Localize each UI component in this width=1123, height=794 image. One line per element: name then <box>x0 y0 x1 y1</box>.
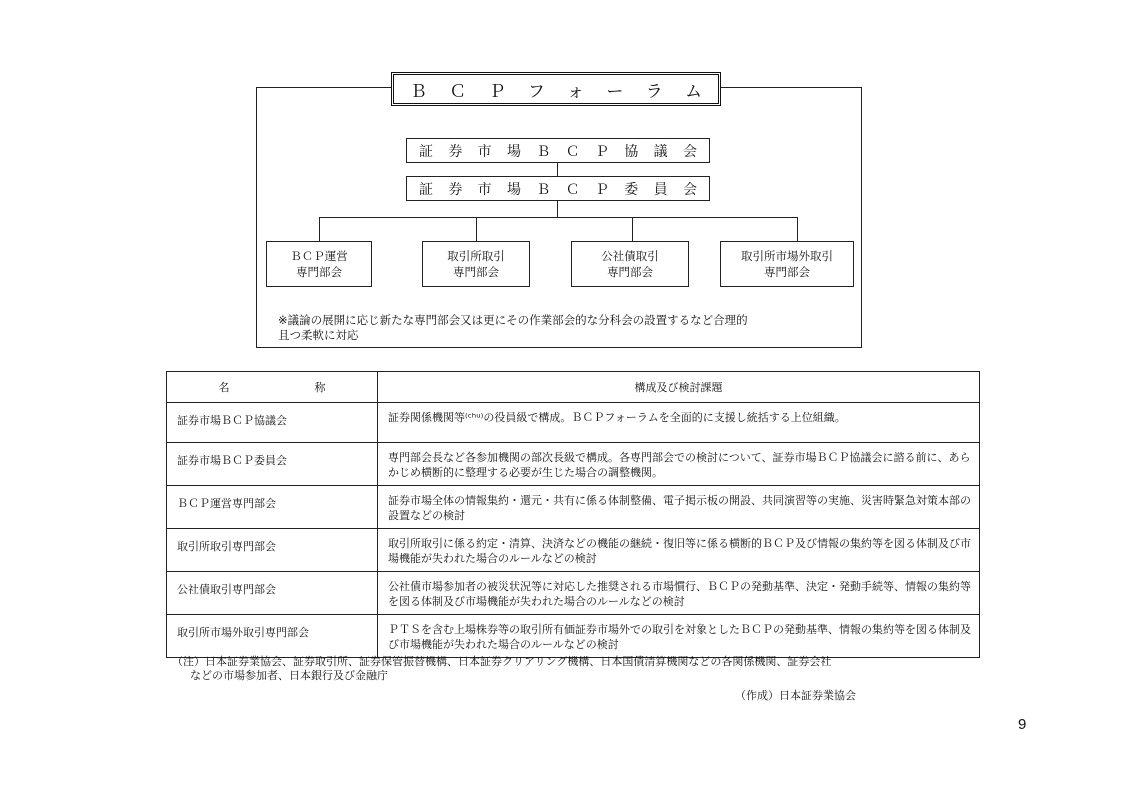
committee-char: 員 <box>653 181 668 198</box>
committee-char: Ｂ <box>536 181 551 198</box>
row-name-cell: 証券市場ＢＣＰ協議会 <box>167 403 378 443</box>
forum-title-char: ー <box>606 81 624 102</box>
subcommittee-suffix: 専門部会 <box>607 265 653 279</box>
committee-char: 場 <box>506 181 521 198</box>
forum-title-char: ラ <box>645 81 663 102</box>
header-name-char: 称 <box>314 381 326 394</box>
table-row <box>167 443 980 486</box>
council-char: Ｐ <box>594 143 609 160</box>
note-line: 且つ柔軟に対応 <box>278 328 359 342</box>
committee-char: 委 <box>624 181 639 198</box>
committee-char: Ｐ <box>594 181 609 198</box>
forum-title-char: Ｂ <box>410 81 427 102</box>
note-line: ※議論の展開に応じ新たな専門部会又は更にその作業部会的な分科会の設置するなど合理的 <box>278 313 748 327</box>
org-chart-note <box>278 313 838 343</box>
subcommittee-box <box>571 241 689 287</box>
committee-char: Ｃ <box>565 181 580 198</box>
footnote-line: （注）日本証券業協会、証券取引所、証券保管振替機構、日本証券クリアリング機構、日本国債清算機関などの各関係機関、証券会社 <box>172 655 832 668</box>
connector-line <box>476 217 477 241</box>
committee-char: 証 <box>419 181 433 198</box>
header-name-cell <box>167 372 378 403</box>
subcommittee-box <box>422 241 530 287</box>
table-row <box>167 572 980 615</box>
subcommittee-name: 取引所市場外取引 <box>741 249 833 263</box>
row-name-cell: 公社債取引専門部会 <box>167 572 378 615</box>
row-desc-cell: 取引所取引に係る約定・清算、決済などの機能の継続・復旧等に係る横断的ＢＣＰ及び情報の集約等を図る体制及び市場機能が失われた場合のルールなどの検討 <box>378 529 980 572</box>
connector-line <box>557 163 558 176</box>
forum-title-char: ム <box>684 81 702 102</box>
council-box <box>406 138 710 163</box>
header-name-char: 名 <box>218 381 230 394</box>
forum-title-char: フ <box>527 81 545 102</box>
footnote <box>172 655 992 683</box>
source-credit: （作成）日本証券業協会 <box>735 689 856 702</box>
row-desc-cell: 公社債市場参加者の被災状況等に対応した推奨される市場慣行、ＢＣＰの発動基準、決定・発動手続等、情報の集約等を図る体制及び市場機能が失われた場合のルールなどの検討 <box>378 572 980 615</box>
header-desc-cell: 構成及び検討課題 <box>378 372 980 403</box>
council-char: 市 <box>477 143 492 160</box>
row-name-cell: 取引所取引専門部会 <box>167 529 378 572</box>
council-char: 会 <box>682 143 697 160</box>
forum-title-box <box>391 72 721 106</box>
table-header-row <box>167 372 980 403</box>
table-row <box>167 403 980 443</box>
connector-line <box>632 217 633 241</box>
council-char: 場 <box>506 143 521 160</box>
table-row <box>167 486 980 529</box>
connector-line <box>557 201 558 218</box>
row-desc-cell: 証券市場全体の情報集約・還元・共有に係る体制整備、電子掲示板の開設、共同演習等の実施、災害時緊急対策本部の設置などの検討 <box>378 486 980 529</box>
row-desc-cell: 証券関係機関等⁽ᶜʰᵘ⁾の役員級で構成。ＢＣＰフォーラムを全面的に支援し統括する上位組織。 <box>378 403 980 443</box>
subcommittee-name: 公社債取引 <box>601 249 659 263</box>
council-char: Ｂ <box>536 143 551 160</box>
committee-char: 券 <box>448 181 463 198</box>
row-name-cell: ＢＣＰ運営専門部会 <box>167 486 378 529</box>
council-char: 議 <box>653 143 668 160</box>
table-row <box>167 615 980 658</box>
subcommittee-name: 取引所取引 <box>447 249 505 263</box>
council-char: 証 <box>419 143 433 160</box>
connector-line <box>797 217 798 241</box>
row-name-cell: 証券市場ＢＣＰ委員会 <box>167 443 378 486</box>
subcommittee-name: ＢＣＰ運営 <box>290 249 348 263</box>
committee-box <box>406 176 710 201</box>
table-row <box>167 529 980 572</box>
row-name-cell: 取引所市場外取引専門部会 <box>167 615 378 658</box>
forum-title-char: Ｐ <box>488 81 506 102</box>
forum-title-char: ォ <box>567 81 585 102</box>
row-desc-cell: ＰＴＳを含む上場株券等の取引所有価証券市場外での取引を対象としたＢＣＰの発動基準、情報の集約等を図る体制及び市場機能が失われた場合のルールなどの検討 <box>378 615 980 658</box>
council-char: 券 <box>448 143 463 160</box>
committee-char: 会 <box>682 181 697 198</box>
connector-line <box>319 217 797 218</box>
subcommittee-suffix: 専門部会 <box>453 265 499 279</box>
subcommittee-suffix: 専門部会 <box>764 265 810 279</box>
row-desc-cell: 専門部会長など各参加機関の部次長級で構成。各専門部会での検討について、証券市場ＢＣＰ協議会に諮る前に、あらかじめ横断的に整理する必要が生じた場合の調整機関。 <box>378 443 980 486</box>
subcommittee-box <box>720 241 854 287</box>
forum-title-char: Ｃ <box>449 81 467 102</box>
connector-line <box>319 217 320 241</box>
subcommittee-suffix: 専門部会 <box>296 265 342 279</box>
committee-char: 市 <box>477 181 492 198</box>
subcommittee-box <box>266 241 372 287</box>
organization-table <box>166 371 980 658</box>
council-char: 協 <box>624 143 639 160</box>
council-char: Ｃ <box>565 143 580 160</box>
footnote-line: などの市場参加者、日本銀行及び金融庁 <box>190 669 388 682</box>
page-number: 9 <box>1018 716 1027 733</box>
